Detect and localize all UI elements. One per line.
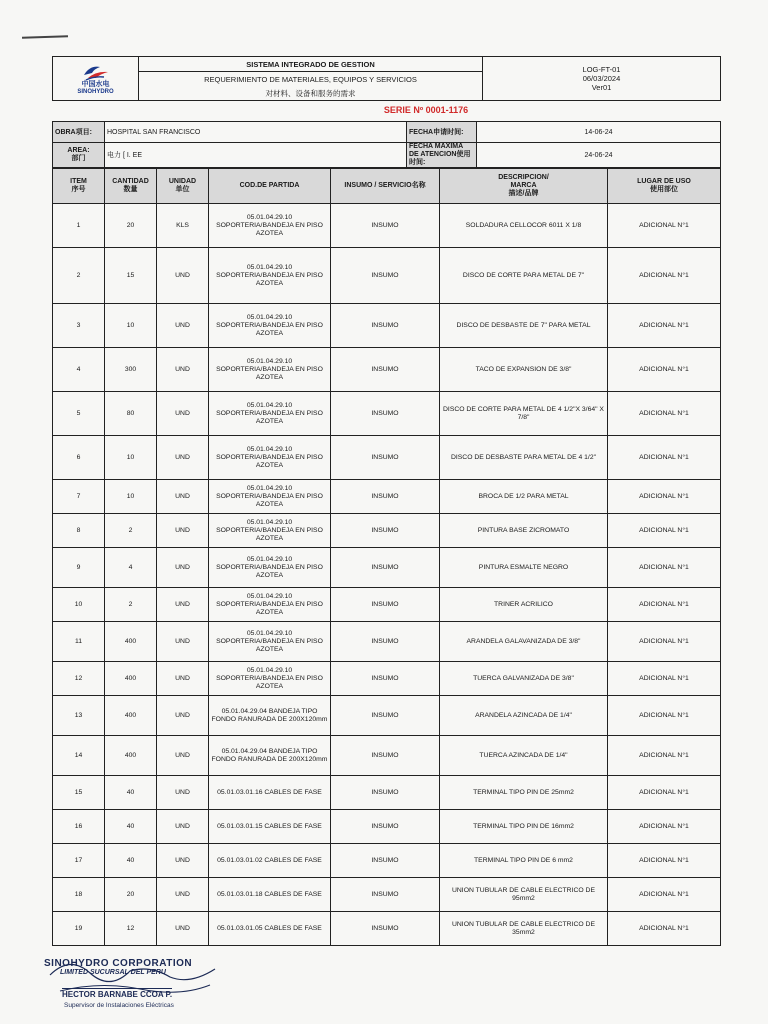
cell-lugar: ADICIONAL N°1 — [608, 878, 721, 912]
cell-insumo: INSUMO — [331, 622, 440, 662]
cell-cod: 05.01.04.29.10 SOPORTERIA/BANDEJA EN PISO AZOTEA — [209, 248, 331, 304]
area-label-cell — [53, 143, 105, 168]
cell-unit: UND — [157, 248, 209, 304]
table-row — [53, 878, 721, 912]
cell-unit: UND — [157, 810, 209, 844]
cell-item: 17 — [53, 844, 105, 878]
cell-desc: PINTURA BASE ZICROMATO — [440, 514, 608, 548]
form-date: 06/03/2024 — [582, 74, 621, 83]
cell-lugar: ADICIONAL N°1 — [608, 622, 721, 662]
cell-cod: 05.01.04.29.10 SOPORTERIA/BANDEJA EN PISO AZOTEA — [209, 392, 331, 436]
col-item-cn: 序号 — [71, 186, 86, 193]
fecha-max-label: FECHA MAXIMA DE ATENCION使用时间: — [407, 143, 477, 168]
cell-insumo: INSUMO — [331, 736, 440, 776]
table-row — [53, 204, 721, 248]
cell-insumo: INSUMO — [331, 436, 440, 480]
table-row — [53, 736, 721, 776]
cell-insumo: INSUMO — [331, 204, 440, 248]
signature-name: HECTOR BARNABE CCOA P. — [62, 990, 173, 999]
cell-desc: TUERCA AZINCADA DE 1/4" — [440, 736, 608, 776]
cell-cod: 05.01.04.29.10 SOPORTERIA/BANDEJA EN PISO AZOTEA — [209, 204, 331, 248]
cell-qty: 10 — [105, 436, 157, 480]
cell-qty: 10 — [105, 480, 157, 514]
items-body — [53, 204, 721, 946]
cell-lugar: ADICIONAL N°1 — [608, 548, 721, 588]
cell-unit: UND — [157, 776, 209, 810]
cell-lugar: ADICIONAL N°1 — [608, 436, 721, 480]
form-codes — [483, 57, 721, 101]
cell-cod: 05.01.04.29.10 SOPORTERIA/BANDEJA EN PISO AZOTEA — [209, 662, 331, 696]
table-row — [53, 844, 721, 878]
cell-desc: TUERCA GALVANIZADA DE 3/8" — [440, 662, 608, 696]
project-info — [52, 121, 721, 168]
col-cod — [209, 169, 331, 204]
cell-insumo: INSUMO — [331, 548, 440, 588]
cell-item: 14 — [53, 736, 105, 776]
cell-item: 12 — [53, 662, 105, 696]
cell-cod: 05.01.03.01.05 CABLES DE FASE — [209, 912, 331, 946]
cell-lugar: ADICIONAL N°1 — [608, 912, 721, 946]
cell-unit: UND — [157, 436, 209, 480]
cell-qty: 4 — [105, 548, 157, 588]
cell-cod: 05.01.04.29.04 BANDEJA TIPO FONDO RANURADA DE 200X120mm — [209, 696, 331, 736]
cell-desc: TERMINAL TIPO PIN DE 6 mm2 — [440, 844, 608, 878]
col-desc-cn: 描述/品牌 — [508, 190, 539, 197]
system-title: SISTEMA INTEGRADO DE GESTION — [139, 57, 483, 72]
cell-lugar: ADICIONAL N°1 — [608, 304, 721, 348]
col-unidad-cn: 单位 — [175, 186, 190, 193]
sinohydro-logo-icon — [82, 63, 110, 81]
cell-item: 15 — [53, 776, 105, 810]
table-row — [53, 304, 721, 348]
cell-lugar: ADICIONAL N°1 — [608, 348, 721, 392]
cell-qty: 40 — [105, 844, 157, 878]
cell-desc: DISCO DE CORTE PARA METAL DE 4 1/2"X 3/64" X 7/8" — [440, 392, 608, 436]
cell-lugar: ADICIONAL N°1 — [608, 810, 721, 844]
cell-item: 10 — [53, 588, 105, 622]
table-row — [53, 776, 721, 810]
table-row — [53, 622, 721, 662]
cell-unit: UND — [157, 844, 209, 878]
cell-item: 2 — [53, 248, 105, 304]
cell-unit: UND — [157, 588, 209, 622]
cell-desc: TRINER ACRILICO — [440, 588, 608, 622]
cell-cod: 05.01.04.29.10 SOPORTERIA/BANDEJA EN PISO AZOTEA — [209, 622, 331, 662]
logo-en-text: SINOHYDRO — [77, 89, 114, 95]
col-lugar-label: LUGAR DE USO — [637, 178, 691, 185]
cell-desc: DISCO DE DESBASTE DE 7" PARA METAL — [440, 304, 608, 348]
obra-label: OBRA项目: — [53, 122, 105, 143]
table-row — [53, 514, 721, 548]
cell-insumo: INSUMO — [331, 878, 440, 912]
col-cantidad — [105, 169, 157, 204]
cell-insumo: INSUMO — [331, 662, 440, 696]
col-cantidad-cn: 数量 — [123, 186, 138, 193]
cell-cod: 05.01.03.01.02 CABLES DE FASE — [209, 844, 331, 878]
cell-lugar: ADICIONAL N°1 — [608, 736, 721, 776]
cell-insumo: INSUMO — [331, 696, 440, 736]
form-subtitle: REQUERIMIENTO DE MATERIALES, EQUIPOS Y SERVICIOS — [139, 72, 483, 87]
cell-qty: 400 — [105, 622, 157, 662]
fecha-value: 14-06-24 — [477, 122, 721, 143]
company-logo — [53, 57, 139, 101]
cell-item: 18 — [53, 878, 105, 912]
cell-lugar: ADICIONAL N°1 — [608, 776, 721, 810]
cell-lugar: ADICIONAL N°1 — [608, 514, 721, 548]
cell-item: 5 — [53, 392, 105, 436]
col-desc — [440, 169, 608, 204]
table-row — [53, 588, 721, 622]
cell-desc: UNION TUBULAR DE CABLE ELECTRICO DE 95mm2 — [440, 878, 608, 912]
form-subtitle-cn: 对材料、设备和服务的需求 — [139, 86, 483, 101]
cell-cod: 05.01.03.01.18 CABLES DE FASE — [209, 878, 331, 912]
table-row — [53, 436, 721, 480]
cell-insumo: INSUMO — [331, 844, 440, 878]
cell-insumo: INSUMO — [331, 588, 440, 622]
cell-desc: SOLDADURA CELLOCOR 6011 X 1/8 — [440, 204, 608, 248]
cell-insumo: INSUMO — [331, 514, 440, 548]
cell-lugar: ADICIONAL N°1 — [608, 662, 721, 696]
cell-qty: 400 — [105, 662, 157, 696]
cell-lugar: ADICIONAL N°1 — [608, 248, 721, 304]
cell-lugar: ADICIONAL N°1 — [608, 204, 721, 248]
requisition-form — [52, 56, 720, 946]
cell-desc: TERMINAL TIPO PIN DE 16mm2 — [440, 810, 608, 844]
cell-insumo: INSUMO — [331, 912, 440, 946]
cell-unit: UND — [157, 348, 209, 392]
col-cod-label: COD.DE PARTIDA — [239, 182, 300, 189]
cell-unit: UND — [157, 548, 209, 588]
cell-desc: PINTURA ESMALTE NEGRO — [440, 548, 608, 588]
cell-qty: 40 — [105, 776, 157, 810]
cell-desc: TERMINAL TIPO PIN DE 25mm2 — [440, 776, 608, 810]
cell-desc: ARANDELA GALAVANIZADA DE 3/8" — [440, 622, 608, 662]
fecha-label: FECHA申请时间: — [407, 122, 477, 143]
cell-cod: 05.01.04.29.04 BANDEJA TIPO FONDO RANURADA DE 200X120mm — [209, 736, 331, 776]
area-label: AREA: — [67, 147, 90, 154]
signature-sub: LIMITED SUCURSAL DEL PERU — [60, 969, 166, 976]
col-insumo — [331, 169, 440, 204]
cell-cod: 05.01.04.29.10 SOPORTERIA/BANDEJA EN PISO AZOTEA — [209, 514, 331, 548]
signature-block — [44, 958, 244, 1009]
cell-cod: 05.01.04.29.10 SOPORTERIA/BANDEJA EN PISO AZOTEA — [209, 480, 331, 514]
cell-qty: 20 — [105, 878, 157, 912]
cell-item: 16 — [53, 810, 105, 844]
col-desc-label2: MARCA — [510, 182, 537, 189]
col-unidad — [157, 169, 209, 204]
cell-qty: 2 — [105, 514, 157, 548]
cell-item: 6 — [53, 436, 105, 480]
cell-desc: BROCA DE 1/2 PARA METAL — [440, 480, 608, 514]
area-label-cn: 部门 — [71, 155, 86, 162]
table-row — [53, 662, 721, 696]
obra-value: HOSPITAL SAN FRANCISCO — [105, 122, 407, 143]
cell-desc: TACO DE EXPANSION DE 3/8" — [440, 348, 608, 392]
cell-cod: 05.01.04.29.10 SOPORTERIA/BANDEJA EN PISO AZOTEA — [209, 436, 331, 480]
table-row — [53, 696, 721, 736]
table-row — [53, 392, 721, 436]
scan-mark — [22, 35, 68, 39]
cell-lugar: ADICIONAL N°1 — [608, 480, 721, 514]
cell-insumo: INSUMO — [331, 392, 440, 436]
cell-cod: 05.01.04.29.10 SOPORTERIA/BANDEJA EN PISO AZOTEA — [209, 348, 331, 392]
cell-unit: UND — [157, 878, 209, 912]
cell-qty: 400 — [105, 696, 157, 736]
cell-cod: 05.01.03.01.15 CABLES DE FASE — [209, 810, 331, 844]
cell-item: 8 — [53, 514, 105, 548]
signature-corp: SINOHYDRO CORPORATION — [44, 958, 193, 969]
area-value: 电力 [ I. EE — [105, 143, 407, 168]
cell-qty: 20 — [105, 204, 157, 248]
cell-item: 7 — [53, 480, 105, 514]
cell-cod: 05.01.04.29.10 SOPORTERIA/BANDEJA EN PISO AZOTEA — [209, 304, 331, 348]
cell-desc: DISCO DE DESBASTE PARA METAL DE 4 1/2" — [440, 436, 608, 480]
form-version: Ver01 — [591, 83, 612, 92]
cell-unit: UND — [157, 662, 209, 696]
cell-unit: UND — [157, 480, 209, 514]
cell-desc: ARANDELA AZINCADA DE 1/4" — [440, 696, 608, 736]
col-insumo-label: INSUMO / SERVICIO名称 — [344, 182, 426, 189]
table-row — [53, 548, 721, 588]
cell-desc: UNION TUBULAR DE CABLE ELECTRICO DE 35mm2 — [440, 912, 608, 946]
cell-unit: UND — [157, 622, 209, 662]
fecha-max-value: 24-06-24 — [477, 143, 721, 168]
cell-insumo: INSUMO — [331, 810, 440, 844]
signature-title: Supervisor de Instalaciones Eléctricas — [64, 1002, 174, 1009]
cell-item: 3 — [53, 304, 105, 348]
cell-qty: 2 — [105, 588, 157, 622]
items-table — [52, 168, 721, 946]
cell-qty: 10 — [105, 304, 157, 348]
cell-unit: UND — [157, 912, 209, 946]
cell-item: 11 — [53, 622, 105, 662]
serie-number: SERIE Nº 0001-1176 — [383, 105, 469, 115]
cell-item: 19 — [53, 912, 105, 946]
cell-item: 1 — [53, 204, 105, 248]
cell-insumo: INSUMO — [331, 304, 440, 348]
table-row — [53, 348, 721, 392]
form-code: LOG-FT-01 — [582, 65, 621, 74]
cell-qty: 12 — [105, 912, 157, 946]
table-row — [53, 912, 721, 946]
table-row — [53, 810, 721, 844]
cell-lugar: ADICIONAL N°1 — [608, 392, 721, 436]
cell-unit: UND — [157, 304, 209, 348]
cell-qty: 15 — [105, 248, 157, 304]
col-lugar-cn: 使用部位 — [650, 186, 678, 193]
cell-desc: DISCO DE CORTE PARA METAL DE 7" — [440, 248, 608, 304]
cell-cod: 05.01.04.29.10 SOPORTERIA/BANDEJA EN PISO AZOTEA — [209, 548, 331, 588]
cell-qty: 40 — [105, 810, 157, 844]
logo-cn-text: 中国水电 — [81, 81, 110, 88]
cell-qty: 300 — [105, 348, 157, 392]
cell-lugar: ADICIONAL N°1 — [608, 588, 721, 622]
col-unidad-label: UNIDAD — [168, 178, 197, 185]
cell-lugar: ADICIONAL N°1 — [608, 696, 721, 736]
col-lugar — [608, 169, 721, 204]
cell-cod: 05.01.03.01.16 CABLES DE FASE — [209, 776, 331, 810]
cell-insumo: INSUMO — [331, 480, 440, 514]
cell-unit: UND — [157, 514, 209, 548]
cell-cod: 05.01.04.29.10 SOPORTERIA/BANDEJA EN PISO AZOTEA — [209, 588, 331, 622]
col-desc-label: DESCRIPCION/ — [498, 174, 549, 181]
cell-unit: KLS — [157, 204, 209, 248]
cell-unit: UND — [157, 392, 209, 436]
col-item — [53, 169, 105, 204]
cell-qty: 80 — [105, 392, 157, 436]
cell-item: 9 — [53, 548, 105, 588]
cell-insumo: INSUMO — [331, 776, 440, 810]
col-cantidad-label: CANTIDAD — [112, 178, 149, 185]
cell-qty: 400 — [105, 736, 157, 776]
table-header-row — [53, 169, 721, 204]
table-row — [53, 248, 721, 304]
cell-item: 13 — [53, 696, 105, 736]
cell-lugar: ADICIONAL N°1 — [608, 844, 721, 878]
cell-unit: UND — [157, 696, 209, 736]
form-header — [52, 56, 721, 101]
cell-insumo: INSUMO — [331, 348, 440, 392]
table-row — [53, 480, 721, 514]
cell-unit: UND — [157, 736, 209, 776]
cell-insumo: INSUMO — [331, 248, 440, 304]
col-item-label: ITEM — [70, 178, 87, 185]
cell-item: 4 — [53, 348, 105, 392]
